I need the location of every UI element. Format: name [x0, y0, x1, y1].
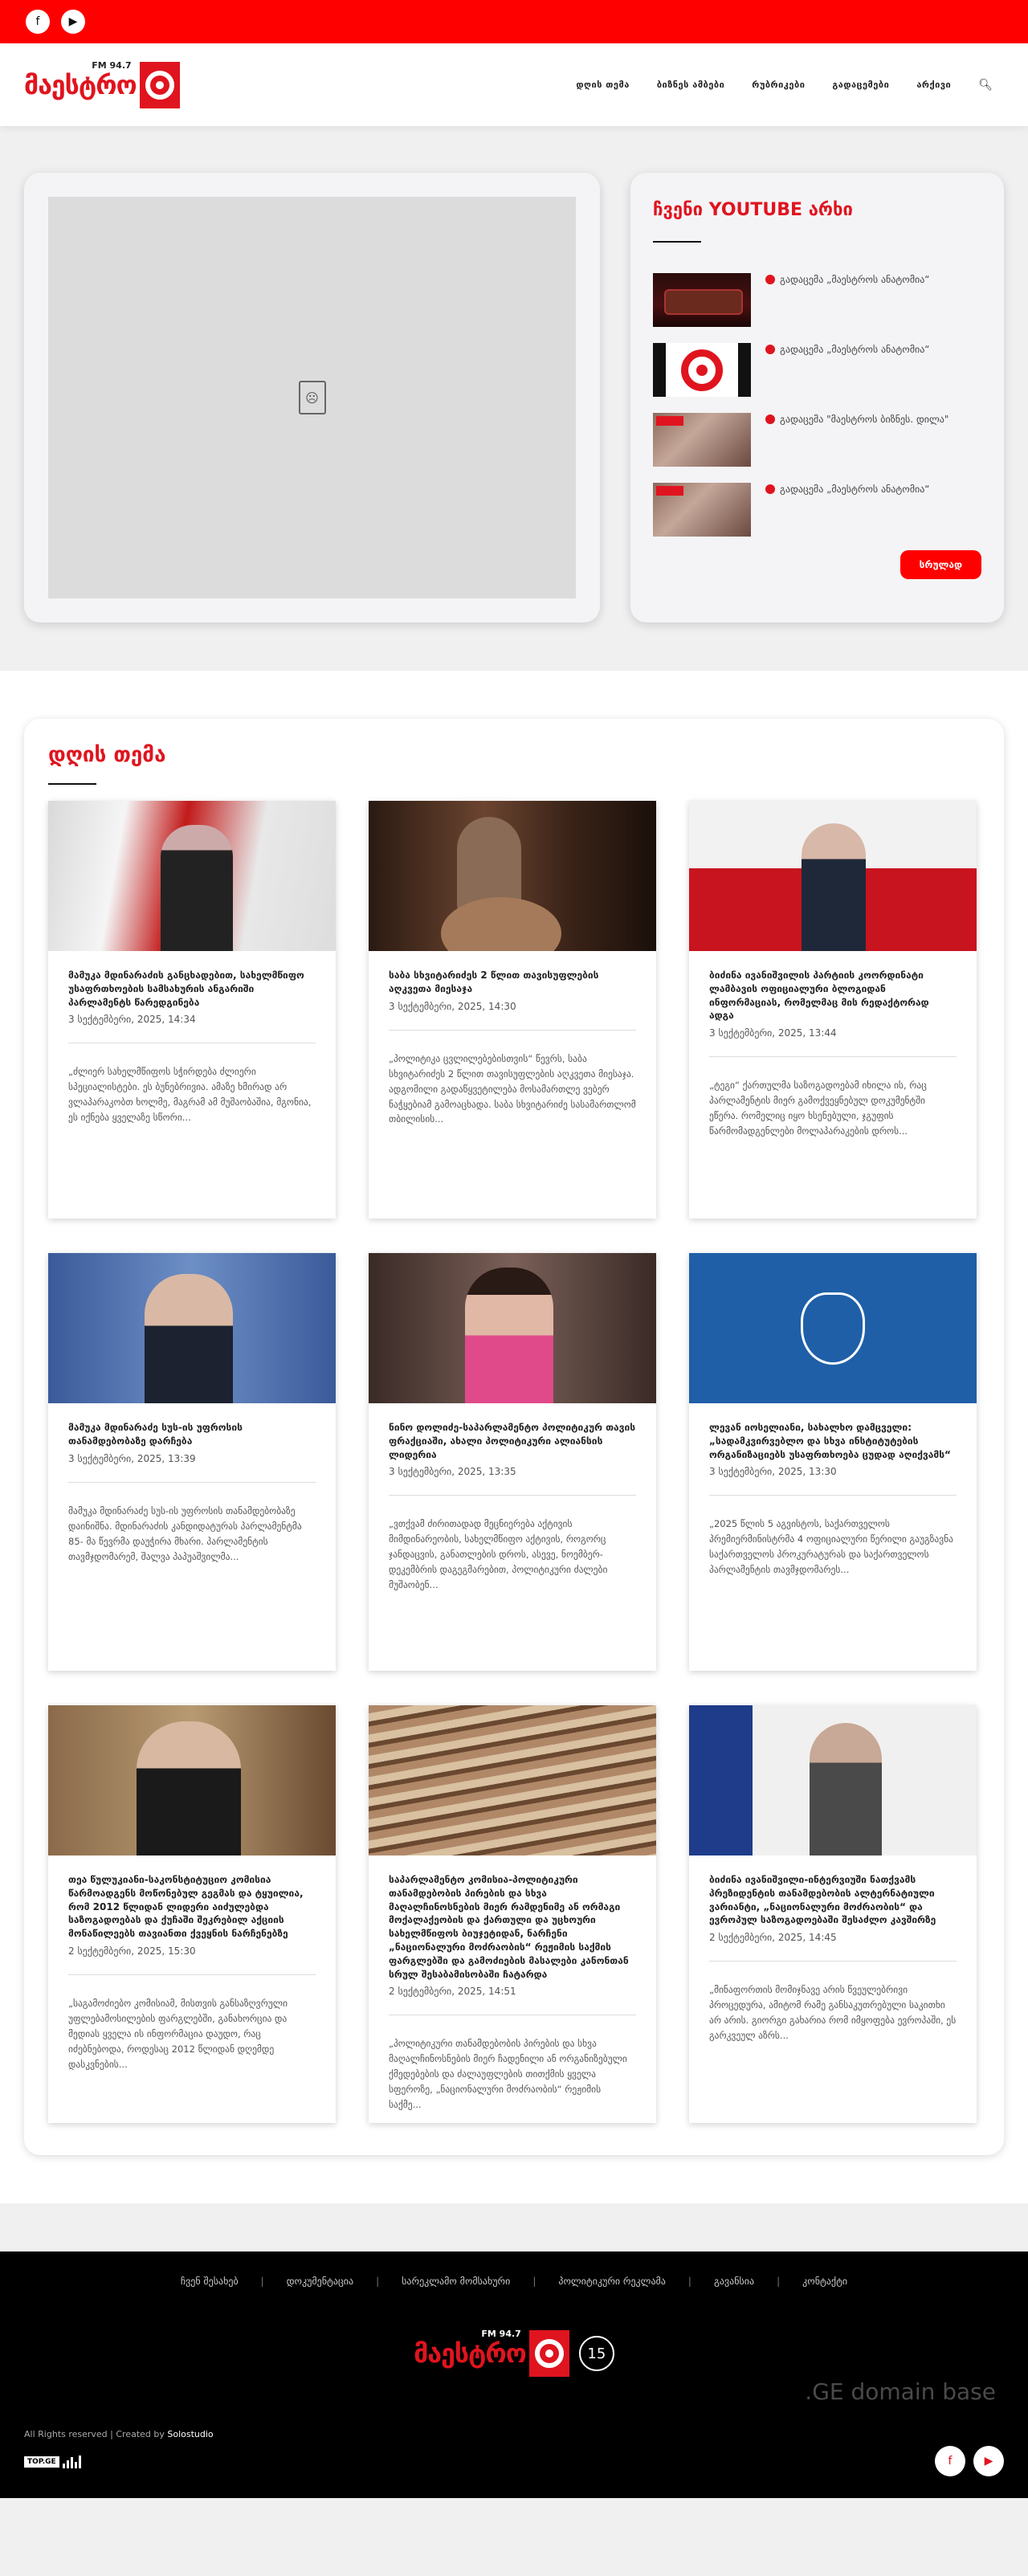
- article-excerpt: „პოლიტიკა ცვლილებებისთვის“ წევრს, საბა სხვიტარიძეს 2 წლით თავისუფლების აღკვეთა მიესაჯა. ადგომილი გადაწყვეტილება მოსამართლე ვებერ ნაჭყებიამ გამოაცხადა. საბა სხვიტარიძე სასამართლომ თბილისის...: [389, 1052, 636, 1125]
- article-title[interactable]: თეა წულუკიანი-საკონსტიტუციო კომისია წარმოადგენს მოწონებულ გეგმას და ტყუილია, რომ 2012 წლიდან ლიდერი აიძულებდა საზოგადოებას და ქუჩაში შეკრებილ აქციის მონაწილეებს თავიანთი ქვეყნის ნარჩენებზე: [68, 1874, 304, 1940]
- article-card[interactable]: [689, 1253, 977, 1671]
- article-card[interactable]: [48, 1253, 336, 1671]
- article-date: 3 სექტემბერი, 2025, 14:30: [389, 1000, 516, 1012]
- divider: [709, 1495, 957, 1496]
- divider: [709, 1056, 957, 1057]
- daily-topic-section: [0, 671, 1028, 2203]
- creator-link[interactable]: Solostudio: [167, 2429, 214, 2439]
- video-label[interactable]: გადაცემა „მაესტროს ანატომია“: [780, 274, 930, 285]
- article-date: 2 სექტემბერი, 2025, 14:45: [709, 1932, 837, 1944]
- logo-wordmark: მაესტრო: [24, 69, 137, 100]
- divider: [389, 1030, 636, 1031]
- video-player[interactable]: [48, 197, 576, 598]
- anniversary-badge: 15: [579, 2336, 614, 2371]
- article-card[interactable]: [689, 1705, 977, 2123]
- article-image[interactable]: [369, 1253, 656, 1403]
- divider: [68, 1974, 316, 1975]
- article-excerpt: „2025 წლის 5 აგვისტოს, საქართველოს პრემიერმინისტრმა 4 ოფიციალური წერილი გაუგზავნა საქართველოს პროკურატურას და საქართველოს პარლამენტის თავმჯდომარეს...: [709, 1518, 954, 1576]
- site-header: [0, 43, 1028, 126]
- video-thumbnail[interactable]: [653, 343, 751, 397]
- logo-fm-label: FM 94.7: [92, 59, 132, 71]
- article-date: 3 სექტემბერი, 2025, 13:30: [709, 1466, 837, 1478]
- site-footer: [0, 2251, 1028, 2498]
- nav-item-shows[interactable]: გადაცემები: [832, 80, 890, 90]
- footer-link-ads[interactable]: სარეკლამო მომსახური: [402, 2276, 511, 2287]
- article-title[interactable]: ბიძინა ივანიშვილი-ინტერვიუში ნათქვამს პრეზიდენტის თანამდებობის ალტერნატიული ვარიანტი, „ნაციონალური მოძრაობის“ და ევროპულ საზოგადოებაში შესაძლო კავშირზე: [709, 1874, 936, 1926]
- search-icon[interactable]: 🔍︎: [978, 78, 993, 92]
- article-date: 3 სექტემბერი, 2025, 13:44: [709, 1027, 837, 1039]
- article-image[interactable]: [689, 1705, 977, 1855]
- article-excerpt: მამუკა მდინარაძე სუს-ის უფროსის თანამდებობაზე დაინიშნა. მდინარაძის კანდიდატურას პარლამენტმა 85- მა წევრმა დაუჭირა მხარი. პარლამენტის თავმჯდომარემ, შალვა პაპუაშვილმა...: [68, 1504, 302, 1562]
- copyright-text: All Rights reserved | Created by: [24, 2429, 168, 2439]
- topge-label: TOP.GE: [24, 2456, 59, 2468]
- article-title[interactable]: მამუკა მდინარაძის განცხადებით, სახელმწიფო უსაფრთხოების სამსახურის ანგარიში პარლამენტს წარედგინება: [68, 970, 304, 1008]
- nav-item-archive[interactable]: არქივი: [916, 80, 952, 90]
- divider: [389, 1495, 636, 1496]
- article-image[interactable]: [369, 1705, 656, 1855]
- domain-text[interactable]: .GE domain base: [805, 2378, 996, 2405]
- article-card[interactable]: [48, 1705, 336, 2123]
- site-logo[interactable]: [24, 59, 180, 108]
- article-excerpt: „ძლიერ სახელმწიფოს სჭირდება ძლიერი სპეციალისტები. ეს ბუნებრივია. ამაზე ხმირად არ ვლაპარაკობთ ხოლმე, მაგრამ ამ მუშაობაშია, მგონია, ეს იქნება ყველაზე სწორი...: [68, 1066, 312, 1124]
- footer-social: [935, 2446, 1004, 2476]
- nav-item-daily[interactable]: დღის თემა: [576, 80, 630, 90]
- youtube-title: ჩვენი YOUTUBE არხი: [653, 200, 853, 220]
- article-card[interactable]: [369, 1253, 656, 1671]
- youtube-item[interactable]: [653, 483, 981, 537]
- article-image[interactable]: [689, 801, 977, 951]
- article-title[interactable]: საბა სხვიტარიძეს 2 წლით თავისუფლების აღკვეთა მიესაჯა: [389, 970, 599, 994]
- article-card[interactable]: [48, 801, 336, 1219]
- broken-media-icon: ☹: [299, 381, 326, 414]
- section-title: დღის თემა: [48, 743, 166, 767]
- article-card[interactable]: [369, 1705, 656, 2123]
- stats-bars-icon: [63, 2456, 81, 2468]
- title-divider: [653, 241, 701, 243]
- article-title[interactable]: ბიძინა ივანიშვილის პარტიის კოორდინატი ლამბავის ოფიციალური ბლოგიდან ინფორმაციას, რომელმაც მის რედაქტორად ადგა: [709, 970, 929, 1022]
- top-bar: [0, 0, 1028, 43]
- logo-ring-icon: [529, 2330, 569, 2377]
- article-image[interactable]: [48, 1705, 336, 1855]
- article-title[interactable]: ნინო დოლიძე-საპარლამენტო პოლიტიკურ თავის ფრაქციაში, ახალი პოლიტიკური ალიანსის ლიდერია: [389, 1422, 636, 1460]
- video-label[interactable]: გადაცემა „მაესტროს ანატომია“: [780, 484, 930, 495]
- media-section: [0, 126, 1028, 671]
- divider: [709, 1961, 957, 1962]
- article-image[interactable]: [689, 1253, 977, 1403]
- article-card[interactable]: [369, 801, 656, 1219]
- youtube-item[interactable]: [653, 273, 981, 327]
- article-card[interactable]: [689, 801, 977, 1219]
- footer-link-vacancies[interactable]: გავანსია: [713, 2276, 755, 2287]
- title-divider: [48, 783, 96, 785]
- footer-logo-wordmark: მაესტრო: [414, 2338, 526, 2369]
- red-dot-icon: [765, 414, 775, 424]
- article-date: 3 სექტემბერი, 2025, 14:34: [68, 1014, 196, 1026]
- youtube-icon[interactable]: ▶: [61, 10, 85, 34]
- logo-ring-icon: [140, 62, 180, 108]
- footer-link-political-ads[interactable]: პოლიტიკური რეკლამა: [558, 2276, 666, 2287]
- video-label[interactable]: გადაცემა „მაესტროს ანატომია“: [780, 344, 930, 355]
- video-thumbnail[interactable]: [653, 483, 751, 537]
- article-date: 2 სექტემბერი, 2025, 15:30: [68, 1945, 196, 1957]
- nav-item-rubrics[interactable]: რუბრიკები: [752, 80, 806, 90]
- youtube-item[interactable]: [653, 413, 981, 467]
- article-image[interactable]: [48, 801, 336, 951]
- article-excerpt: „პოლიტიკური თანამდებობის პირების და სხვა მაღალჩინოსნების მიერ ჩადენილი ან ორგანიზებული ქმედებების და ძალაუფლების თითქმის ყველა სფეროზე, „ნაციონალური მოძრაობის“ რეჟიმის საქმე...: [389, 2038, 627, 2111]
- youtube-card: [630, 173, 1004, 623]
- logo-text: [24, 59, 137, 100]
- youtube-icon[interactable]: ▶: [973, 2446, 1004, 2476]
- article-date: 3 სექტემბერი, 2025, 13:39: [68, 1452, 196, 1464]
- footer-link-contact[interactable]: კონტაქტი: [802, 2276, 848, 2287]
- article-grid: [48, 801, 980, 2123]
- footer-link-about[interactable]: ჩვენ შესახებ: [180, 2276, 239, 2287]
- footer-logo[interactable]: [0, 2330, 1028, 2377]
- article-excerpt: „საგამოძიებო კომისიამ, მისთვის განსაზღვრული უფლებამოსილების ფარგლებში, განახორცია და მედიას ყველა ის ინფორმაცია დაუდო, რაც იძებნებოდა, როდესაც 2012 წლიდან დღემდე დასკვნების...: [68, 1997, 288, 2070]
- video-label[interactable]: გადაცემა "მაესტროს ბიზნეს. დილა": [780, 414, 949, 425]
- footer-links: ჩვენ შესახებ | დოკუმენტაცია | სარეკლამო მომსახური | პოლიტიკური რეკლამა | გავანსია | კონტაქტი: [180, 2276, 848, 2287]
- article-title[interactable]: საპარლამენტო კომისია-პოლიტიკური თანამდებობის პირების და სხვა მაღალჩინოსნების მიერ რამდენიმე ან ორმაგი მოქალაქეობის და ქართული და უცხოური სახელმწიფოს ბიუჯეტიდან, ნარჩენი „ნაციონალური მოძრაობის“ რეჟიმის საქმის ფარგლებში და გამოძიების მასალები კანონთან სრულ შესაბამისობაში ჩატარდა: [389, 1874, 629, 1980]
- facebook-icon[interactable]: f: [26, 10, 50, 34]
- divider: [68, 1482, 316, 1483]
- article-title[interactable]: მამუკა მდინარაძე სუს-ის უფროსის თანამდებობაზე დარჩება: [68, 1422, 243, 1447]
- red-dot-icon: [765, 484, 775, 494]
- coat-of-arms-icon: [801, 1292, 865, 1365]
- nav-item-business[interactable]: ბიზნეს ამბები: [656, 80, 725, 90]
- copyright: [24, 2429, 214, 2439]
- video-thumbnail[interactable]: [653, 413, 751, 467]
- red-dot-icon: [765, 345, 775, 354]
- article-date: 2 სექტემბერი, 2025, 14:51: [389, 1986, 516, 1998]
- video-thumbnail[interactable]: [653, 273, 751, 327]
- news-card: [24, 719, 1004, 2155]
- article-image[interactable]: [369, 801, 656, 951]
- facebook-icon[interactable]: f: [935, 2446, 965, 2476]
- footer-logo-text: [414, 2329, 526, 2369]
- article-excerpt: „ტეგი“ ქართულმა საზოგადოებამ იხილა ის, რაც პარლამენტის მიერ გამოქვეყნებულ დოკუმენტში ეწერა. რომელიც იყო ხსენებული, ჯგუფის წარმომადგენლები მოლაპარაკების დროს...: [709, 1080, 927, 1137]
- article-title[interactable]: ლევან იოსელიანი, სახალხო დამცველი: „სადამკვირვებლო და სხვა ინსტიტუტების ორგანიზაციებს უსაფრთხოება ცუდად აღიქვამს“: [709, 1422, 951, 1460]
- footer-link-docs[interactable]: დოკუმენტაცია: [286, 2276, 354, 2287]
- video-card: [24, 173, 600, 623]
- article-date: 3 სექტემბერი, 2025, 13:35: [389, 1466, 516, 1478]
- article-excerpt: „ვთქვამ ძირითადად მეცნიერება აქტივის მიმდინარეობის, სახელმწიფო აქტივის, როგორც ჯანდაცვის, განათლების დროს, ასევე, ნოემბერ-დეკემბრის დაგეგმარებით, პოლიტიკური ძალები მუშაობენ...: [389, 1518, 608, 1591]
- main-nav: [576, 79, 1004, 92]
- footer-logo-fm: FM 94.7: [481, 2329, 521, 2339]
- red-dot-icon: [765, 275, 775, 284]
- article-excerpt: „მინაფორთის მომიჯნავე არის წვეულებრივი პროცედურა, ამიტომ რამე განსაკუთრებული საკითხი არ არის. გიორგი გახარია რომ იმყოფება ევროპაში, ეს გარკვეულ აზრს...: [709, 1984, 957, 2042]
- article-image[interactable]: [48, 1253, 336, 1403]
- topge-counter[interactable]: [24, 2456, 81, 2468]
- youtube-more-button[interactable]: სრულად: [900, 550, 981, 579]
- youtube-item[interactable]: [653, 343, 981, 397]
